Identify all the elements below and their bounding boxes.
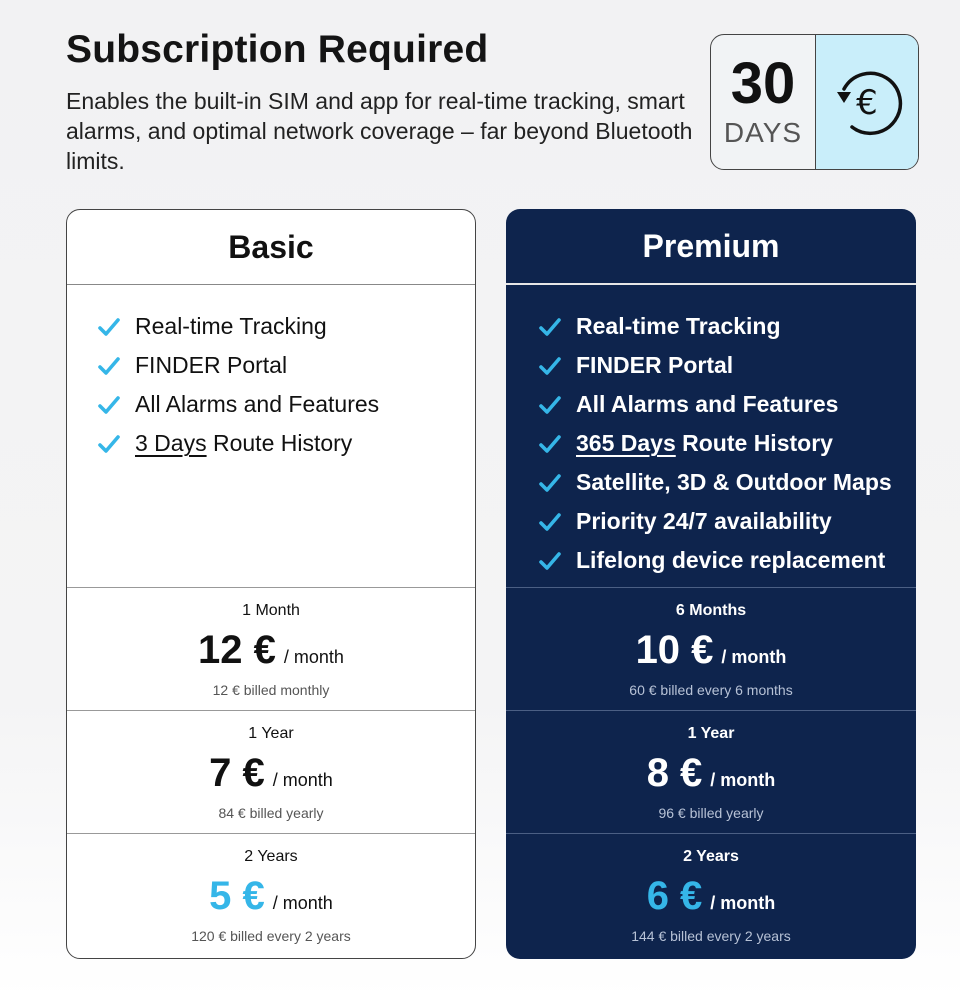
checkmark-icon — [97, 315, 135, 339]
price-value: 5 € — [209, 874, 265, 918]
tier-price — [198, 628, 344, 672]
price-tier[interactable] — [506, 710, 916, 833]
price-value: 12 € — [198, 628, 276, 672]
days-number: 30 — [730, 51, 796, 116]
checkmark-icon — [538, 315, 576, 339]
feature-label: Lifelong device replacement — [576, 547, 886, 573]
feature-item — [538, 385, 916, 424]
price-value: 8 € — [646, 751, 703, 795]
feature-item — [538, 307, 916, 346]
billing-note: 60 € billed every 6 months — [629, 682, 793, 698]
tier-period: 1 Year — [248, 725, 294, 742]
billing-note: 96 € billed yearly — [658, 805, 764, 821]
feature-item — [97, 385, 475, 424]
plan-name: Premium — [506, 209, 916, 285]
billing-note: 120 € billed every 2 years — [191, 928, 351, 944]
tier-price — [647, 751, 776, 795]
price-tier[interactable] — [67, 833, 475, 956]
feature-item — [538, 346, 916, 385]
tier-period: 1 Month — [242, 602, 300, 619]
price-value: 7 € — [209, 751, 265, 795]
tier-price — [647, 874, 776, 918]
tier-period: 6 Months — [675, 602, 747, 619]
checkmark-icon — [538, 432, 576, 456]
checkmark-icon — [97, 393, 135, 417]
feature-item — [538, 463, 916, 502]
feature-highlight: 365 Days — [576, 430, 676, 456]
price-unit: / month — [283, 647, 344, 667]
days-count — [711, 35, 816, 169]
checkmark-icon — [538, 471, 576, 495]
days-label: DAYS — [723, 117, 803, 148]
tier-price — [209, 751, 333, 795]
feature-list — [506, 285, 916, 587]
checkmark-icon — [97, 432, 135, 456]
tier-period: 2 Years — [683, 848, 739, 865]
plan-name: Basic — [67, 210, 475, 285]
price-tier[interactable] — [506, 587, 916, 710]
feature-label: Priority 24/7 availability — [576, 508, 832, 534]
feature-item — [538, 502, 916, 541]
page-title: Subscription Required — [66, 28, 489, 71]
feature-item — [538, 541, 916, 580]
tier-period: 2 Years — [244, 848, 298, 865]
feature-label: Satellite, 3D & Outdoor Maps — [576, 469, 892, 495]
plan-card-basic[interactable] — [66, 209, 476, 959]
tier-price — [636, 628, 787, 672]
price-unit: / month — [721, 647, 787, 667]
price-value: 6 € — [646, 874, 703, 918]
feature-highlight: 3 Days — [135, 430, 207, 456]
feature-list — [67, 285, 475, 587]
checkmark-icon — [538, 510, 576, 534]
plan-card-premium[interactable] — [506, 209, 916, 959]
billing-note: 144 € billed every 2 years — [631, 928, 791, 944]
svg-text:€: € — [856, 83, 878, 123]
feature-item — [97, 346, 475, 385]
price-unit: / month — [710, 893, 776, 913]
price-unit: / month — [272, 770, 333, 790]
page-subtitle: Enables the built-in SIM and app for real-time tracking, smart alarms, and optimal network coverage – far beyond Bluetooth limits. — [66, 88, 693, 174]
checkmark-icon — [538, 549, 576, 573]
price-unit: / month — [710, 770, 776, 790]
price-unit: / month — [272, 893, 333, 913]
money-back-badge — [710, 34, 919, 170]
checkmark-icon — [538, 354, 576, 378]
price-value: 10 € — [635, 628, 714, 672]
feature-item — [97, 307, 475, 346]
feature-item — [97, 424, 475, 463]
checkmark-icon — [97, 354, 135, 378]
feature-label: 3 Days Route History — [135, 430, 353, 456]
price-tier[interactable] — [506, 833, 916, 956]
tier-period: 1 Year — [687, 725, 735, 742]
checkmark-icon — [538, 393, 576, 417]
feature-label: 365 Days Route History — [576, 430, 833, 456]
price-tier[interactable] — [67, 710, 475, 833]
euro-refund-icon — [816, 35, 918, 169]
feature-label: Real-time Tracking — [135, 313, 327, 339]
feature-label: Real-time Tracking — [576, 313, 781, 339]
feature-label: FINDER Portal — [135, 352, 288, 378]
price-tiers — [67, 587, 475, 956]
billing-note: 84 € billed yearly — [218, 805, 324, 821]
price-tiers — [506, 587, 916, 956]
feature-label: All Alarms and Features — [576, 391, 839, 417]
feature-item — [538, 424, 916, 463]
price-tier[interactable] — [67, 587, 475, 710]
billing-note: 12 € billed monthly — [212, 682, 330, 698]
feature-label: All Alarms and Features — [135, 391, 380, 417]
feature-label: FINDER Portal — [576, 352, 734, 378]
tier-price — [209, 874, 333, 918]
